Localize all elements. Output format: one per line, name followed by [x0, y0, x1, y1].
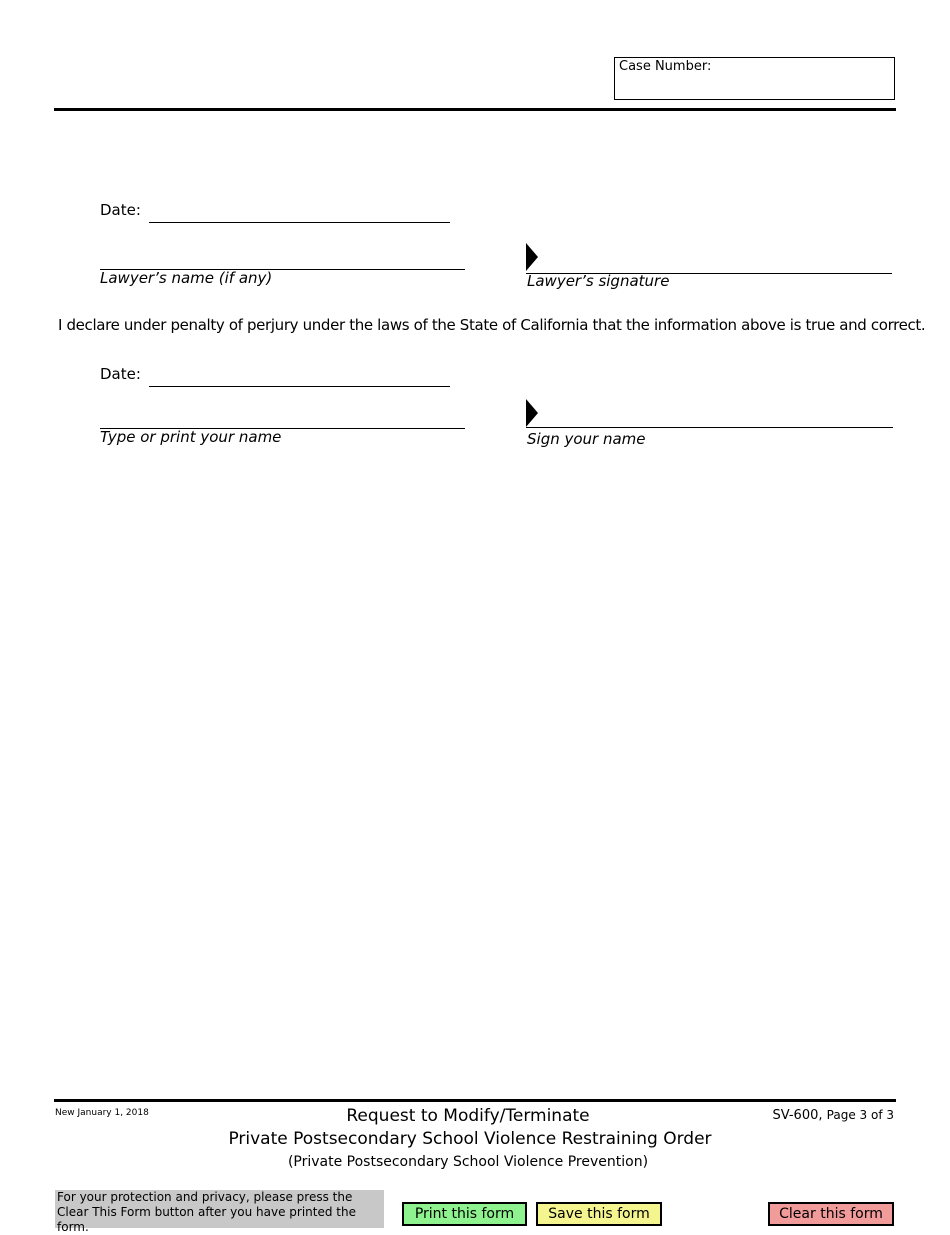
privacy-notice: For your protection and privacy, please press the Clear This Form button after you have printed the form. — [55, 1190, 384, 1228]
lawyer-date-field[interactable] — [149, 222, 450, 223]
perjury-declaration: I declare under penalty of perjury under the laws of the State of California that the information above is true and correct. — [58, 316, 926, 334]
footer-divider — [54, 1099, 896, 1102]
signer-name-label: Type or print your name — [100, 428, 282, 446]
revision-date: New January 1, 2018 — [55, 1108, 149, 1118]
print-form-button[interactable]: Print this form — [402, 1202, 527, 1226]
clear-form-button[interactable]: Clear this form — [768, 1202, 894, 1226]
lawyer-name-label: Lawyer’s name (if any) — [100, 269, 273, 287]
signer-signature-label: Sign your name — [527, 430, 646, 448]
case-number-label: Case Number: — [619, 59, 712, 74]
form-number-code: SV-600, — [772, 1108, 823, 1123]
header-divider — [54, 108, 896, 111]
signer-date-label: Date: — [100, 365, 141, 383]
lawyer-date-label: Date: — [100, 201, 141, 219]
form-number — [772, 1108, 894, 1123]
form-title-line2: Private Postsecondary School Violence Restraining Order — [228, 1129, 712, 1149]
signer-date-field[interactable] — [149, 386, 450, 387]
case-number-box[interactable] — [614, 57, 895, 100]
lawyer-signature-label: Lawyer’s signature — [527, 272, 670, 290]
signature-arrow-icon — [526, 399, 538, 427]
signer-signature-field[interactable] — [526, 427, 893, 428]
form-title-line3: (Private Postsecondary School Violence Prevention) — [287, 1154, 649, 1170]
signature-arrow-icon — [526, 243, 538, 271]
save-form-button[interactable]: Save this form — [536, 1202, 662, 1226]
page-info: Page 3 of 3 — [826, 1108, 894, 1122]
form-title-line1: Request to Modify/Terminate — [346, 1106, 590, 1126]
